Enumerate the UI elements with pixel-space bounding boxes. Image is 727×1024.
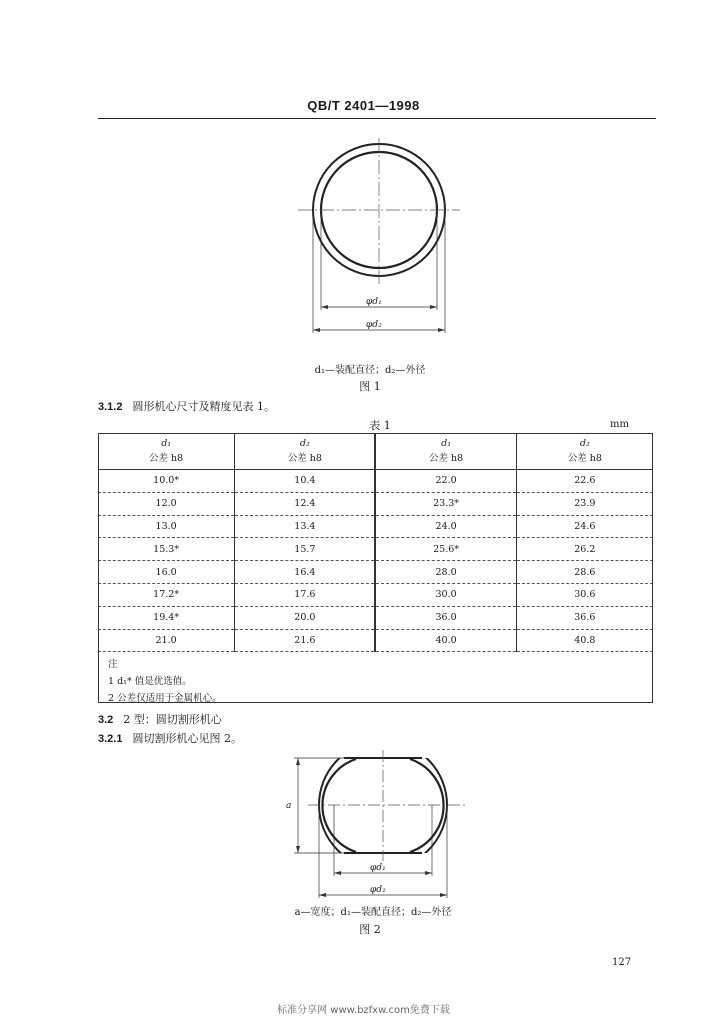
header-cell: [516, 433, 653, 470]
table-row: [98, 583, 653, 606]
table-cell: 28.6: [516, 561, 653, 584]
table-cell: 22.0: [375, 470, 516, 493]
section-text: 2 型：圆切割形机心: [123, 713, 222, 726]
footer-watermark: 标准分享网 www.bzfxw.com免费下载: [277, 1005, 450, 1016]
figure-1-dimension-outer-label: φd₂: [366, 320, 382, 330]
section-text: 圆形机心尺寸及精度见表 1。: [132, 400, 275, 413]
notes-heading: 注: [108, 659, 118, 670]
table-1-unit: mm: [610, 419, 629, 430]
table-header-row: [98, 433, 653, 470]
table-cell: 23.3*: [375, 492, 516, 515]
section-3-1-2: [98, 398, 275, 414]
table-cell: 24.0: [375, 515, 516, 538]
header-cell: [235, 433, 376, 470]
figure-2-arrow: [334, 871, 341, 875]
header-symbol: d₁: [161, 438, 172, 449]
table-row: [98, 538, 653, 561]
section-3-2-1: [98, 730, 242, 746]
figure-1-label: 图 1: [359, 380, 381, 393]
figure-1-arrow: [430, 305, 437, 309]
figure-2-dimension-inner-label: φd₁: [370, 863, 386, 873]
figure-1-drawing: [290, 135, 480, 350]
table-cell: 21.0: [98, 629, 235, 652]
table-cell: 36.0: [375, 606, 516, 629]
table-cell: 16.4: [235, 561, 376, 584]
figure-2-label: 图 2: [359, 923, 381, 936]
header-tolerance: 公差 h8: [149, 453, 184, 464]
figure-1-dimension-inner-label: φd₁: [366, 297, 382, 307]
table-row: [98, 561, 653, 584]
table-cell: 10.0*: [98, 470, 235, 493]
table-cell: 20.0: [235, 606, 376, 629]
figure-2-arrow: [319, 893, 326, 897]
figure-2-arrow: [425, 871, 432, 875]
table-row: [98, 606, 653, 629]
section-number: 3.1.2: [98, 401, 123, 413]
table-cell: 23.9: [516, 492, 653, 515]
table-cell: 12.0: [98, 492, 235, 515]
table-cell: 22.6: [516, 470, 653, 493]
table-cell: 15.7: [235, 538, 376, 561]
figure-2-dimension-outer-label: φd₂: [370, 885, 386, 895]
figure-2-drawing: [280, 748, 480, 908]
table-cell: 19.4*: [98, 606, 235, 629]
page-number: 127: [612, 957, 632, 968]
table-cell: 30.6: [516, 583, 653, 606]
header-cell: [375, 433, 516, 470]
table-cell: 15.3*: [98, 538, 235, 561]
table-cell: 21.6: [235, 629, 376, 652]
section-number: 3.2: [98, 714, 114, 726]
figure-2-dimension-height-label: a: [286, 801, 292, 811]
figure-1-caption: d₁—装配直径；d₂—外径: [314, 365, 426, 376]
table-cell: 24.6: [516, 515, 653, 538]
figure-1-arrow: [313, 328, 320, 332]
header-symbol: d₁: [441, 438, 452, 449]
table-cell: 12.4: [235, 492, 376, 515]
header-symbol: d₂: [299, 438, 310, 449]
section-number: 3.2.1: [98, 733, 123, 745]
header-symbol: d₂: [579, 438, 590, 449]
table-1-title: 表 1: [369, 419, 391, 432]
figure-2-arrow: [296, 846, 300, 853]
table-cell: 17.6: [235, 583, 376, 606]
table-row: [98, 515, 653, 538]
header-rule: [98, 118, 656, 119]
table-row: [98, 629, 653, 652]
table-cell: 36.6: [516, 606, 653, 629]
table-cell: 10.4: [235, 470, 376, 493]
table-cell: 13.4: [235, 515, 376, 538]
header-tolerance: 公差 h8: [287, 453, 322, 464]
header-tolerance: 公差 h8: [429, 453, 464, 464]
table-cell: 40.8: [516, 629, 653, 652]
table-cell: 17.2*: [98, 583, 235, 606]
document-header: QB/T 2401—1998: [307, 98, 420, 113]
table-row: [98, 470, 653, 493]
figure-1-arrow: [321, 305, 328, 309]
note-item: 2 公差仅适用于金属机心。: [108, 693, 222, 704]
table-row: [98, 492, 653, 515]
table-cell: 40.0: [375, 629, 516, 652]
table-cell: 30.0: [375, 583, 516, 606]
table-1-notes: [108, 656, 222, 707]
figure-2-arrow: [296, 758, 300, 765]
table-cell: 28.0: [375, 561, 516, 584]
figure-2-arrow: [440, 893, 447, 897]
table-cell: 16.0: [98, 561, 235, 584]
header-cell: [98, 433, 235, 470]
figure-1-arrow: [438, 328, 445, 332]
table-1: [98, 433, 653, 652]
table-cell: 25.6*: [375, 538, 516, 561]
section-text: 圆切割形机心见图 2。: [132, 732, 242, 745]
table-cell: 13.0: [98, 515, 235, 538]
section-3-2: [98, 711, 222, 727]
note-item: 1 d₁* 值是优选值。: [108, 676, 192, 687]
header-tolerance: 公差 h8: [567, 453, 602, 464]
figure-2-caption: a—宽度；d₁—装配直径；d₂—外径: [294, 907, 452, 918]
table-cell: 26.2: [516, 538, 653, 561]
